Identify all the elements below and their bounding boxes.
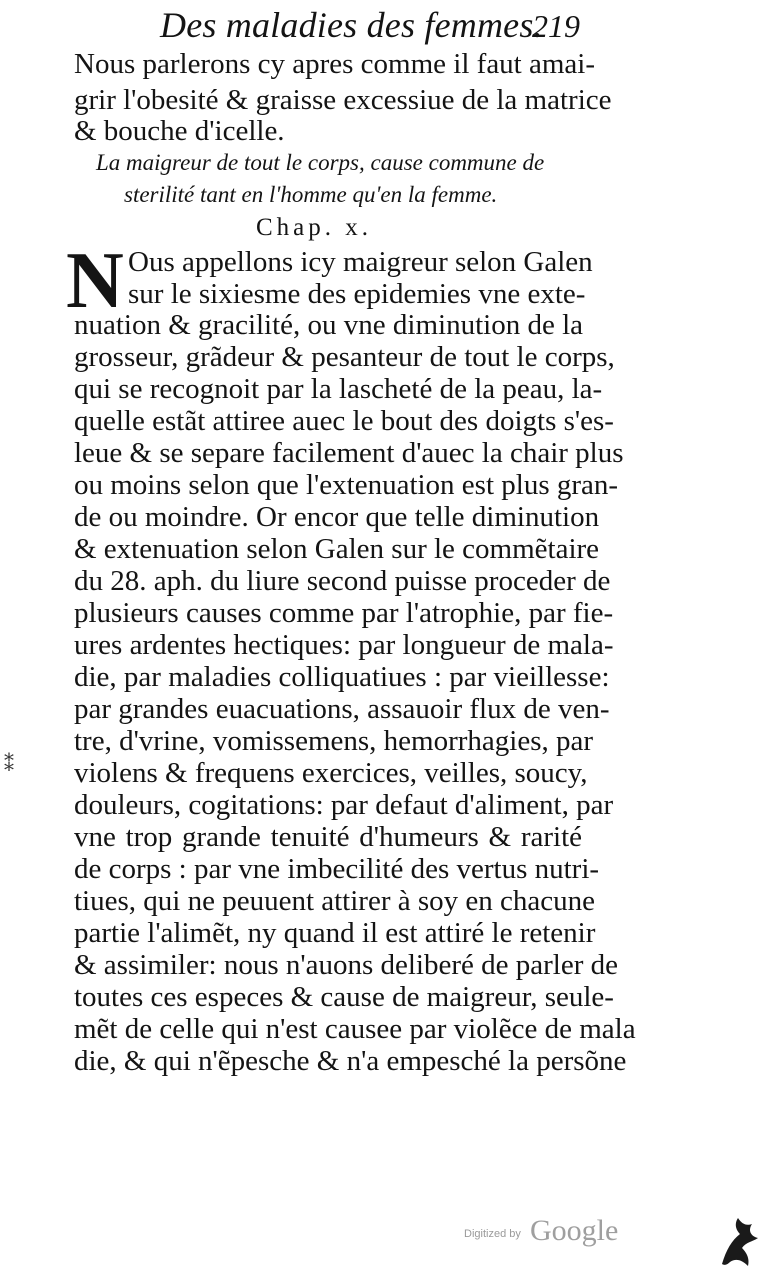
- text-line: ou moins selon que l'extenuation est plus gran-: [74, 469, 619, 501]
- text-line: nuation & gracilité, ou vne diminution de la: [74, 309, 584, 341]
- text-line: violens & frequens exercices, veilles, soucy,: [74, 757, 588, 789]
- text-line: leue & se separe facilement d'auec la chair plus: [74, 437, 624, 469]
- text-line: plusieurs causes comme par l'atrophie, par fie-: [74, 597, 614, 629]
- text-line: Ous appellons icy maigreur selon Galen: [128, 246, 593, 278]
- page-number: 219: [532, 8, 580, 44]
- running-head: [0, 0, 765, 48]
- text-line: die, par maladies colliquatiues : par vieillesse:: [74, 661, 610, 693]
- text-line: partie l'alimẽt, ny quand il est attiré le retenir: [74, 917, 596, 949]
- text-line: douleurs, cogitations: par defaut d'aliment, par: [74, 789, 614, 821]
- text-line: du 28. aph. du liure second puisse proceder de: [74, 565, 611, 597]
- text-line: quelle estãt attiree auec le bout des doigts s'es-: [74, 405, 614, 437]
- text-line: par grandes euacuations, assauoir flux de ven-: [74, 693, 610, 725]
- text-line: & extenuation selon Galen sur le commẽtaire: [74, 533, 600, 565]
- text-line: grosseur, grãdeur & pesanteur de tout le corps,: [74, 341, 615, 373]
- chapter-heading: Chap. x.: [256, 214, 373, 241]
- text-line: toutes ces especes & cause de maigreur, seule-: [74, 981, 614, 1013]
- text-line: tre, d'vrine, vomissemens, hemorrhagies, par: [74, 725, 594, 757]
- text-line: & assimiler: nous n'auons deliberé de parler de: [74, 949, 618, 981]
- text-line: ures ardentes hectiques: par longueur de mala-: [74, 629, 614, 661]
- text-line: Nous parlerons cy apres comme il faut amai-: [74, 48, 596, 80]
- rubric-line: sterilité tant en l'homme qu'en la femme.: [124, 182, 498, 207]
- text-line: sur le sixiesme des epidemies vne exte-: [128, 278, 586, 310]
- text-line: mẽt de celle qui n'est causee par violẽce de mala: [74, 1013, 636, 1045]
- google-watermark: Google: [530, 1214, 619, 1247]
- text-line: grir l'obesité & graisse excessiue de la matrice: [74, 84, 612, 116]
- rubric-line: La maigreur de tout le corps, cause commune de: [96, 150, 545, 175]
- text-line: de ou moindre. Or encor que telle diminution: [74, 501, 600, 533]
- drop-cap: N: [66, 237, 124, 325]
- text-line: die, & qui n'ẽpesche & n'a empesché la persõne: [74, 1045, 627, 1077]
- text-line: & bouche d'icelle.: [74, 115, 285, 147]
- corner-ornament-icon: [716, 1206, 764, 1270]
- running-head-title: Des maladies des femmes.: [160, 5, 543, 45]
- digitized-by-label: Digitized by: [464, 1228, 521, 1240]
- text-line: de corps : par vne imbecilité des vertus nutri-: [74, 853, 600, 885]
- text-line: qui se recognoit par la lascheté de la peau, la-: [74, 373, 603, 405]
- margin-mark: ⁑: [4, 754, 14, 776]
- text-line: vne trop grande tenuité d'humeurs & rarité: [74, 821, 582, 853]
- text-line: tiues, qui ne peuuent attirer à soy en chacune: [74, 885, 595, 917]
